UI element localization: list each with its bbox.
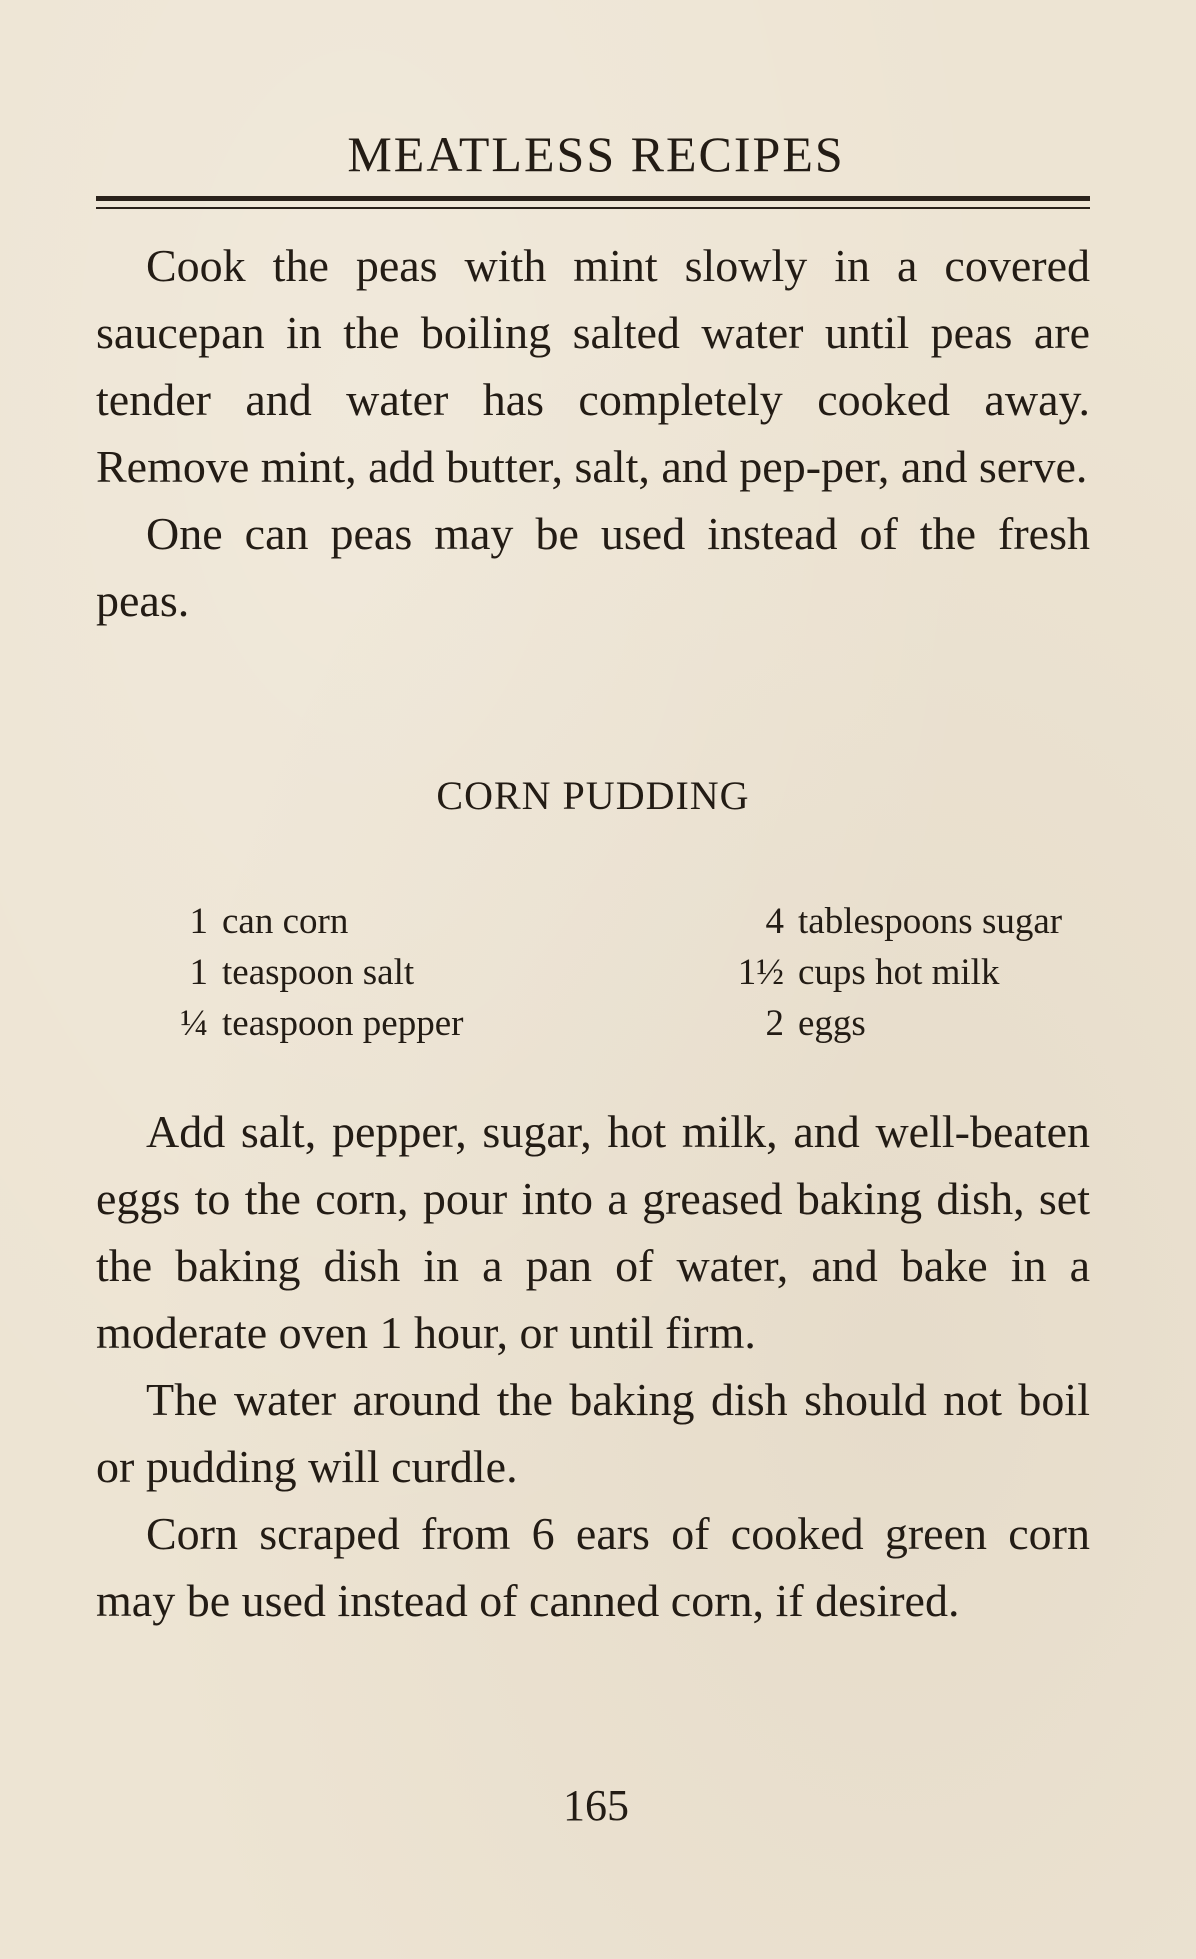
- header-rule-thin: [96, 207, 1090, 209]
- ingredient-item: [716, 947, 999, 998]
- ingredient-qty: 1½: [737, 952, 784, 993]
- ingredient-name: eggs: [798, 1003, 866, 1044]
- ingredient-name: teaspoon salt: [222, 952, 415, 993]
- ingredient-name: teaspoon pepper: [222, 1003, 464, 1044]
- ingredient-qty: 1: [189, 952, 208, 993]
- ingredient-name: cups hot milk: [798, 952, 1000, 993]
- running-head: MEATLESS RECIPES: [347, 126, 845, 182]
- ingredient-item: [716, 896, 1062, 947]
- ingredient-qty: 4: [765, 901, 784, 942]
- paragraph: Cook the peas with mint slowly in a covered saucepan in the boiling salted water until peas are tender and water has completely cooked away. Remove mint, add butter, salt, and pep-per, and serve.: [96, 240, 1090, 492]
- ingredient-item: [140, 896, 348, 947]
- ingredient-item: [716, 998, 866, 1049]
- paragraph: The water around the baking dish should not boil or pudding will curdle.: [96, 1374, 1090, 1492]
- recipe-title: CORN PUDDING: [436, 773, 750, 818]
- ingredient-qty: ¼: [180, 1003, 208, 1044]
- page-number: 165: [563, 1781, 629, 1830]
- header-rule-thick: [96, 196, 1090, 201]
- ingredient-item: [140, 947, 414, 998]
- continued-text: [96, 232, 1090, 634]
- ingredient-qty: 1: [189, 901, 208, 942]
- paragraph: One can peas may be used instead of the fresh peas.: [96, 508, 1090, 626]
- paragraph: Add salt, pepper, sugar, hot milk, and well-beaten eggs to the corn, pour into a greased baking dish, set the baking dish in a pan of water, and bake in a moderate oven 1 hour, or until firm.: [96, 1106, 1090, 1358]
- ingredient-item: [140, 998, 463, 1049]
- recipe-directions: [96, 1098, 1090, 1634]
- ingredient-name: tablespoons sugar: [798, 901, 1063, 942]
- ingredient-qty: 2: [765, 1003, 784, 1044]
- ingredient-name: can corn: [222, 901, 349, 942]
- paragraph: Corn scraped from 6 ears of cooked green corn may be used instead of canned corn, if desired.: [96, 1508, 1090, 1626]
